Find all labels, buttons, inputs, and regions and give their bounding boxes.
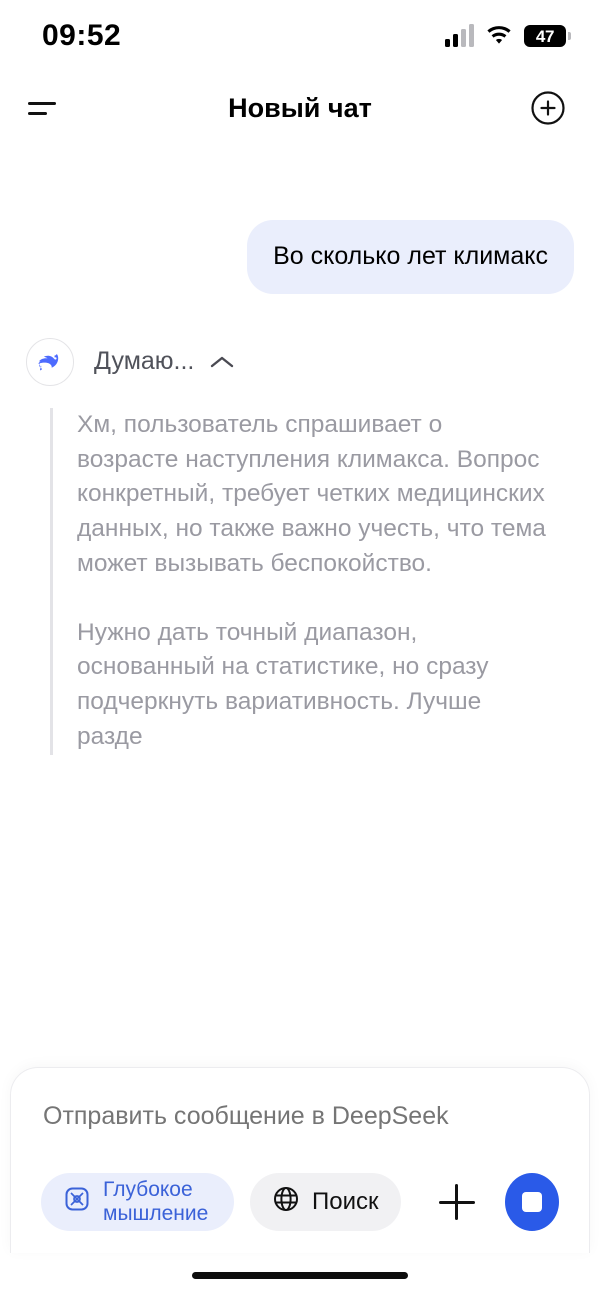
thinking-label-text: Думаю...	[94, 346, 195, 375]
status-indicators	[445, 25, 566, 47]
battery-percent: 47	[535, 26, 555, 46]
globe-icon	[272, 1185, 300, 1220]
plus-icon[interactable]	[433, 1176, 481, 1228]
assistant-thinking-header[interactable]	[26, 338, 574, 386]
deepseek-whale-icon	[26, 338, 74, 386]
battery-icon	[524, 25, 566, 47]
deep-thinking-label: Глубокое мышление	[103, 1178, 209, 1225]
conversation-scroll[interactable]	[0, 144, 600, 1067]
user-message-bubble: Во сколько лет климакс	[247, 220, 574, 294]
status-bar	[0, 0, 600, 72]
deep-thinking-atom-icon	[63, 1185, 91, 1219]
reasoning-paragraph: Хм, пользователь спрашивает о возрасте наступления климакса. Вопрос конкретный, требует четких медицинских данных, но также важно учесть, что тема может вызывать беспокойство.	[77, 410, 546, 577]
page-title: Новый чат	[228, 92, 372, 123]
user-message-row	[26, 220, 574, 294]
status-time: 09:52	[42, 19, 122, 52]
cellular-bars-icon	[445, 25, 474, 47]
hamburger-menu-icon[interactable]	[26, 86, 70, 130]
deep-thinking-toggle[interactable]	[41, 1173, 234, 1231]
new-chat-plus-icon[interactable]	[526, 86, 570, 130]
home-indicator	[0, 1253, 600, 1297]
search-label: Поиск	[312, 1188, 379, 1215]
chevron-up-icon[interactable]	[209, 348, 235, 377]
search-toggle[interactable]	[250, 1173, 401, 1231]
reasoning-paragraph: Нужно дать точный диапазон, основанный на статистике, но сразу подчеркнуть вариативность. Лучше разде	[77, 618, 489, 750]
thinking-status-label	[94, 347, 235, 377]
reasoning-panel	[50, 408, 574, 755]
stop-square-icon[interactable]	[505, 1173, 559, 1231]
message-composer	[10, 1067, 590, 1253]
composer-toolbar	[41, 1173, 559, 1231]
message-input[interactable]	[41, 1102, 559, 1131]
wifi-icon	[485, 25, 513, 47]
assistant-message-block	[26, 338, 574, 755]
app-header	[0, 72, 600, 144]
